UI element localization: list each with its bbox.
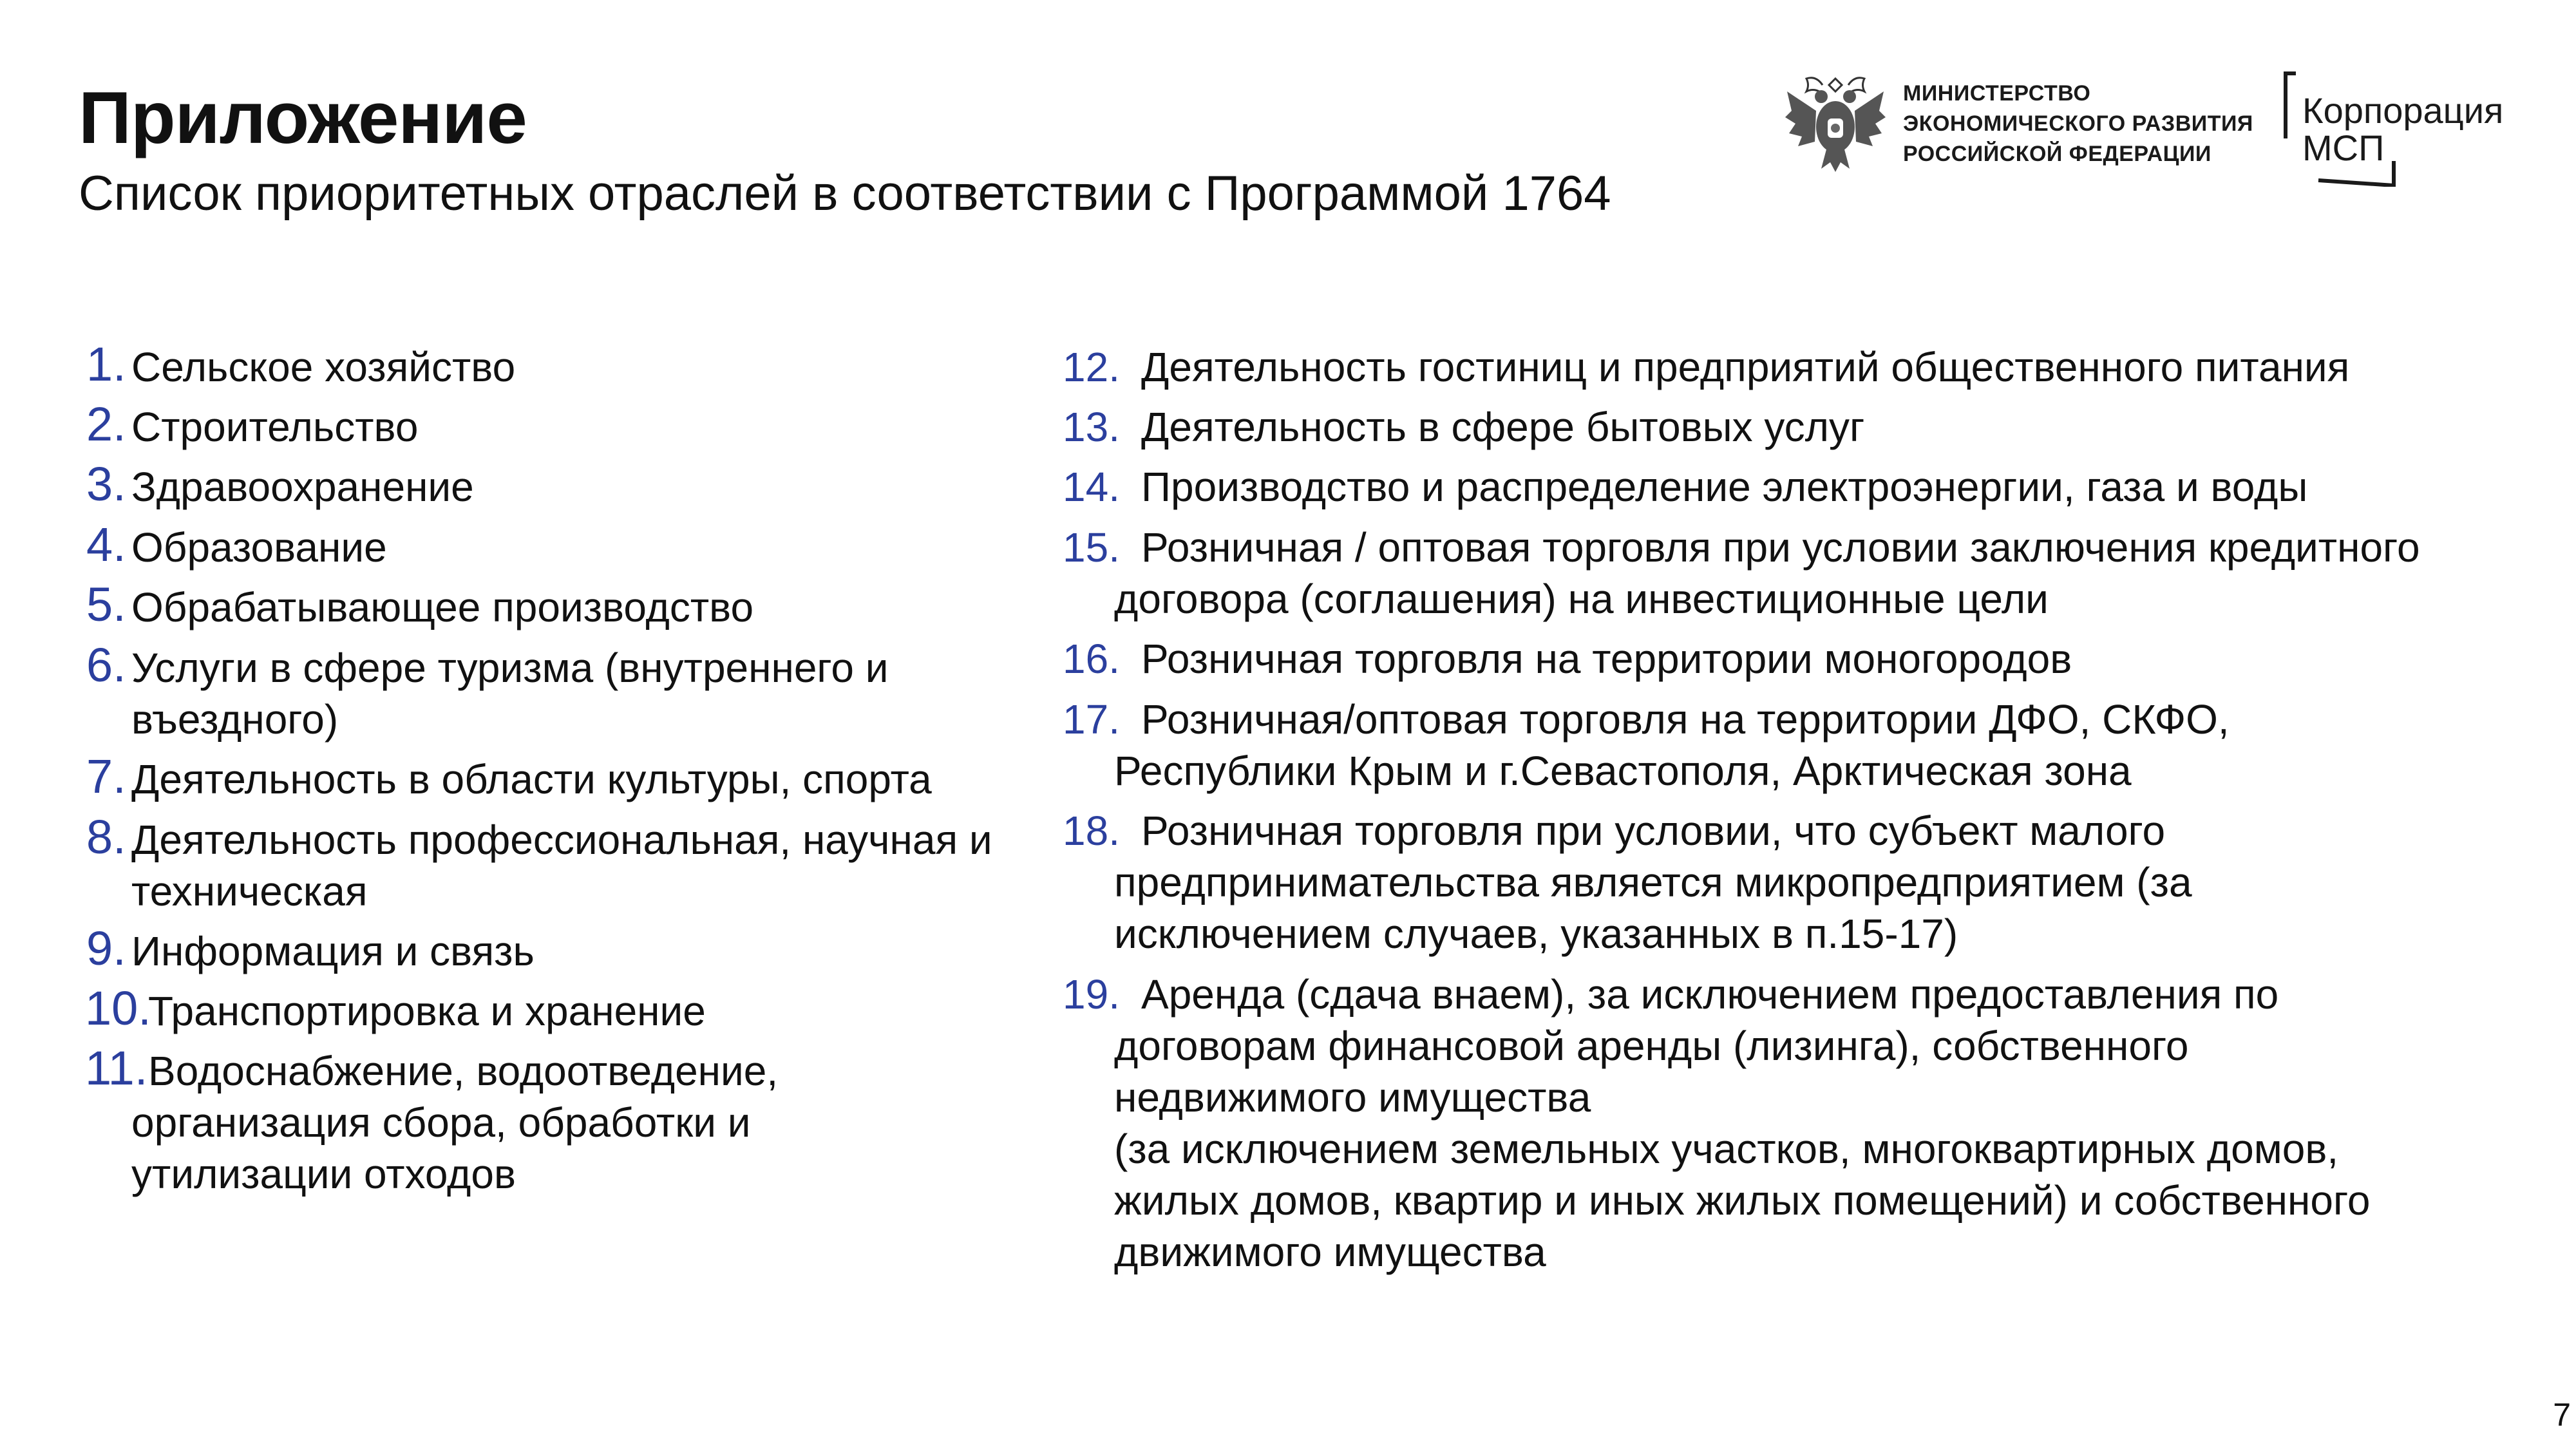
page-subtitle: Список приоритетных отраслей в соответствии с Программой 1764 [79,166,1611,221]
list-item-continuation [1114,1123,2441,1278]
item-number: 13. [1063,404,1120,450]
list-item [86,397,1007,453]
item-text: Строительство [131,404,419,450]
list-item [1063,694,2338,797]
item-number: 2. [86,397,126,451]
item-text: Деятельность в области культуры, спорта [131,756,932,802]
item-text: Деятельность в сфере бытовых услуг [1141,404,1865,450]
item-number: 18. [1063,808,1120,854]
item-number: 7. [86,750,126,803]
list-item [86,638,943,745]
item-text: Розничная торговля при условии, что субъект малого предпринимательства является микропредприятием (за исключением случаев, указанных в п.15-17) [1114,808,2192,957]
corporation-abbrev: МСП [2302,128,2385,168]
item-text: Информация и связь [131,928,535,974]
item-text: Услуги в сфере туризма (внутреннего и въездного) [131,645,889,743]
list-item [1063,969,2370,1123]
item-text: Обрабатывающее производство [131,584,754,630]
item-number: 15. [1063,524,1120,571]
list-item [86,750,1007,805]
corporation-name: Корпорация [2302,90,2504,131]
corporation-logo [2283,71,2521,187]
item-text: Производство и распределение электроэнергии, газа и воды [1141,464,2308,510]
ministry-name [1903,79,2253,169]
item-number: 14. [1063,464,1120,510]
list-item [85,1041,878,1200]
list-item [86,810,994,917]
item-text: Транспортировка и хранение [148,988,706,1034]
page-title: Приложение [79,77,527,159]
list-item [86,457,1007,513]
item-number: 16. [1063,636,1120,682]
item-number: 9. [86,922,126,975]
item-number: 11. [85,1041,148,1095]
item-text: Розничная торговля на территории моногородов [1141,636,2072,682]
item-number: 4. [86,518,126,571]
item-number: 19. [1063,971,1120,1018]
item-number: 17. [1063,696,1120,743]
list-item [1063,633,2518,685]
item-text: Аренда (сдача внаем), за исключением предоставления по договорам финансовой аренды (лизинга), собственного недвижимого имущества [1114,971,2279,1121]
item-number: 6. [86,638,126,692]
item-text: Здравоохранение [131,464,474,510]
list-item [1063,401,2518,453]
item-text: Сельское хозяйство [131,344,516,390]
list-item [86,922,1007,977]
ministry-line: МИНИСТЕРСТВО [1903,81,2091,106]
list-item [1063,341,2518,393]
item-number: 3. [86,457,126,511]
item-text: Розничная/оптовая торговля на территории ДФО, СКФО, Республики Крым и г.Севастополя, Арктическая зона [1114,696,2230,794]
list-item [85,981,1007,1037]
item-text: Образование [131,524,387,571]
item-number: 5. [86,578,126,631]
item-number: 10. [85,981,151,1035]
ministry-line: ЭКОНОМИЧЕСКОГО РАЗВИТИЯ [1903,111,2253,136]
list-item [86,337,1007,393]
item-number: 8. [86,810,126,864]
item-text: Розничная / оптовая торговля при условии заключения кредитного договора (соглашения) на инвестиционные цели [1114,524,2420,622]
item-number: 1. [86,337,126,391]
list-item [86,578,1007,633]
list-item [86,518,1007,573]
russian-coat-of-arms-icon [1784,66,1887,175]
item-text: Водоснабжение, водоотведение, организация сбора, обработки и утилизации отходов [131,1048,779,1197]
item-text: Деятельность гостиниц и предприятий общественного питания [1141,344,2350,390]
list-item [1063,805,2338,960]
page-number: 7 [2553,1397,2571,1433]
list-item [1063,461,2518,513]
item-text: Деятельность профессиональная, научная и техническая [131,817,992,914]
item-number: 12. [1063,344,1120,390]
ministry-line: РОССИЙСКОЙ ФЕДЕРАЦИИ [1903,142,2211,166]
list-item [1063,522,2518,625]
item-text: (за исключением земельных участков, многоквартирных домов, жилых домов, квартир и иных жилых помещений) и собственного движимого имущества [1114,1126,2371,1275]
